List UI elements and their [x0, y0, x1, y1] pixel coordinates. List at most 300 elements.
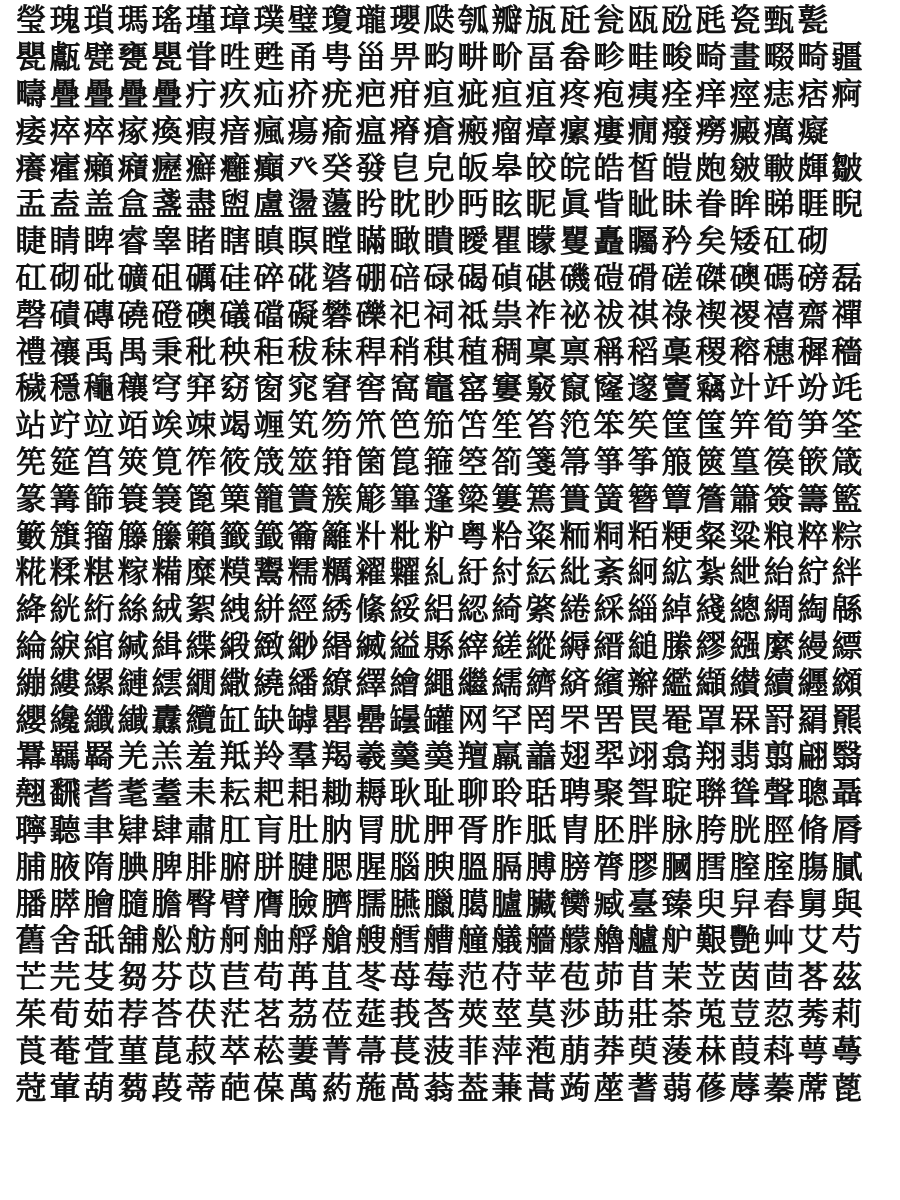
glyph-character: 籐 — [117, 518, 149, 555]
glyph-character: 皖 — [559, 150, 591, 187]
glyph-character: 繿 — [661, 665, 693, 702]
glyph-character: 禊 — [695, 297, 727, 334]
glyph-character: 畊 — [457, 40, 489, 77]
glyph-character: 膀 — [559, 849, 591, 886]
glyph-character: 莠 — [797, 996, 829, 1033]
glyph-character: 紮 — [695, 555, 727, 592]
glyph-character: 磬 — [15, 297, 47, 334]
glyph-character: 纃 — [525, 665, 557, 702]
glyph-character: 癰 — [219, 150, 251, 187]
glyph-character: 粲 — [695, 518, 727, 555]
glyph-character: 罌 — [321, 702, 353, 739]
glyph-character: 瞶 — [423, 224, 455, 261]
glyph-character: 矇 — [525, 224, 557, 261]
glyph-character: 譱 — [525, 739, 557, 776]
glyph-character: 癪 — [117, 150, 149, 187]
glyph-character: 絣 — [253, 592, 285, 629]
glyph-character: 硴 — [287, 260, 319, 297]
glyph-character: 皙 — [627, 150, 659, 187]
glyph-character: 筵 — [49, 444, 81, 481]
glyph-character: 秣 — [321, 334, 353, 371]
glyph-row — [14, 187, 894, 224]
glyph-character: 萼 — [797, 1033, 829, 1070]
glyph-character: 苴 — [321, 960, 353, 997]
glyph-character: 禺 — [117, 334, 149, 371]
glyph-character: 縡 — [457, 628, 489, 665]
glyph-character: 膾 — [83, 886, 115, 923]
glyph-character: 篩 — [83, 481, 115, 518]
glyph-character: 眸 — [729, 187, 761, 224]
glyph-character: 簔 — [151, 481, 183, 518]
glyph-character: 瘰 — [559, 113, 591, 150]
glyph-character: 綉 — [321, 592, 353, 629]
glyph-character: 舁 — [729, 886, 761, 923]
glyph-character: 箏 — [593, 444, 625, 481]
glyph-character: 砌 — [797, 224, 829, 261]
glyph-character: 緝 — [151, 628, 183, 665]
glyph-character: 癧 — [151, 150, 183, 187]
glyph-character: 瞠 — [321, 224, 353, 261]
glyph-character: 臉 — [287, 886, 319, 923]
glyph-character: 碚 — [389, 260, 421, 297]
glyph-character: 蒻 — [661, 1070, 693, 1107]
glyph-row — [14, 592, 894, 629]
glyph-character: 紆 — [457, 555, 489, 592]
glyph-character: 盒 — [117, 187, 149, 224]
glyph-character: 粳 — [661, 518, 693, 555]
glyph-character: 縣 — [423, 628, 455, 665]
glyph-character: 磆 — [627, 260, 659, 297]
glyph-character: 翹 — [15, 776, 47, 813]
glyph-character: 癶 — [287, 150, 319, 187]
glyph-character: 翦 — [763, 739, 795, 776]
glyph-character: 瞰 — [389, 224, 421, 261]
glyph-character: 縻 — [763, 628, 795, 665]
glyph-character: 甾 — [355, 40, 387, 77]
glyph-character: 菴 — [49, 1033, 81, 1070]
glyph-character: 緇 — [627, 592, 659, 629]
glyph-character: 臘 — [423, 886, 455, 923]
glyph-row — [14, 445, 894, 482]
glyph-character: 粽 — [831, 518, 863, 555]
glyph-character: 苟 — [253, 960, 285, 997]
glyph-character: 睿 — [117, 224, 149, 261]
glyph-character: 疣 — [321, 76, 353, 113]
glyph-character: 竊 — [695, 371, 727, 408]
glyph-character: 萬 — [287, 1070, 319, 1107]
glyph-character: 苒 — [287, 960, 319, 997]
glyph-character: 聽 — [49, 812, 81, 849]
glyph-character: 磔 — [695, 260, 727, 297]
glyph-character: 祀 — [389, 297, 421, 334]
glyph-character: 癲 — [253, 150, 285, 187]
glyph-row — [14, 40, 894, 77]
glyph-character: 禳 — [49, 334, 81, 371]
glyph-character: 稍 — [389, 334, 421, 371]
glyph-character: 罅 — [287, 702, 319, 739]
glyph-character: 祠 — [423, 297, 455, 334]
glyph-character: 繆 — [695, 628, 727, 665]
glyph-character: 筝 — [627, 444, 659, 481]
glyph-character: 糯 — [287, 555, 319, 592]
glyph-character: 疸 — [423, 76, 455, 113]
glyph-character: 紕 — [559, 555, 591, 592]
glyph-character: 蘯 — [321, 187, 353, 224]
glyph-character: 膩 — [831, 849, 863, 886]
glyph-character: 睥 — [83, 224, 115, 261]
glyph-character: 腆 — [117, 849, 149, 886]
glyph-character: 纖 — [83, 702, 115, 739]
glyph-character: 竭 — [219, 408, 251, 445]
glyph-character: 聆 — [491, 776, 523, 813]
glyph-character: 瘠 — [389, 113, 421, 150]
glyph-character: 臠 — [559, 886, 591, 923]
glyph-character: 笏 — [321, 408, 353, 445]
glyph-character: 稱 — [593, 334, 625, 371]
glyph-row — [14, 555, 894, 592]
glyph-character: 瓩 — [559, 3, 591, 40]
glyph-character: 皺 — [831, 150, 863, 187]
glyph-character: 耙 — [253, 776, 285, 813]
glyph-character: 罩 — [695, 702, 727, 739]
glyph-character: 睫 — [15, 224, 47, 261]
glyph-character: 篝 — [49, 481, 81, 518]
glyph-character: 笞 — [525, 408, 557, 445]
glyph-character: 磊 — [831, 260, 863, 297]
glyph-character: 籥 — [287, 518, 319, 555]
glyph-character: 笆 — [389, 408, 421, 445]
glyph-character: 筴 — [117, 444, 149, 481]
glyph-character: 繪 — [389, 665, 421, 702]
glyph-character: 絽 — [423, 592, 455, 629]
glyph-character: 穰 — [117, 371, 149, 408]
glyph-character: 莵 — [695, 996, 727, 1033]
glyph-character: 艢 — [525, 923, 557, 960]
glyph-character: 癘 — [763, 113, 795, 150]
glyph-character: 艨 — [559, 923, 591, 960]
glyph-character: 疝 — [253, 76, 285, 113]
glyph-character: 膰 — [15, 886, 47, 923]
glyph-character: 痊 — [661, 76, 693, 113]
glyph-character: 蔆 — [661, 1033, 693, 1070]
glyph-character: 荅 — [151, 996, 183, 1033]
glyph-character: 瑩 — [15, 3, 47, 40]
glyph-character: 禝 — [729, 297, 761, 334]
glyph-character: 畇 — [423, 40, 455, 77]
glyph-character: 籖 — [253, 518, 285, 555]
glyph-character: 稾 — [661, 334, 693, 371]
glyph-character: 糲 — [321, 555, 353, 592]
glyph-character: 皸 — [763, 150, 795, 187]
glyph-character: 痾 — [831, 76, 863, 113]
glyph-character: 罘 — [559, 702, 591, 739]
glyph-character: 羂 — [797, 702, 829, 739]
glyph-character: 矗 — [593, 224, 625, 261]
glyph-character: 蓆 — [797, 1070, 829, 1107]
glyph-character: 萪 — [763, 1033, 795, 1070]
glyph-character: 甞 — [185, 40, 217, 77]
glyph-character: 舖 — [117, 923, 149, 960]
glyph-character: 苙 — [695, 960, 727, 997]
glyph-character: 箙 — [661, 444, 693, 481]
glyph-character: 萃 — [219, 1033, 251, 1070]
glyph-character: 茲 — [831, 960, 863, 997]
glyph-character: 窗 — [253, 371, 285, 408]
glyph-character: 腦 — [389, 849, 421, 886]
glyph-character: 肅 — [185, 812, 217, 849]
glyph-character: 纓 — [15, 702, 47, 739]
glyph-character: 眛 — [661, 187, 693, 224]
glyph-character: 葫 — [83, 1070, 115, 1107]
glyph-character: 翕 — [661, 739, 693, 776]
glyph-character: 秧 — [219, 334, 251, 371]
glyph-character: 碵 — [491, 260, 523, 297]
glyph-character: 舸 — [219, 923, 251, 960]
glyph-character: 祗 — [457, 297, 489, 334]
glyph-character: 繖 — [219, 665, 251, 702]
glyph-character: 磧 — [49, 297, 81, 334]
glyph-character: 罔 — [525, 702, 557, 739]
glyph-character: 磽 — [117, 297, 149, 334]
glyph-character: 繧 — [151, 665, 183, 702]
glyph-row — [14, 518, 894, 555]
glyph-character: 膤 — [695, 849, 727, 886]
glyph-character: 羯 — [321, 739, 353, 776]
glyph-character: 莢 — [457, 996, 489, 1033]
glyph-character: 秉 — [151, 334, 183, 371]
glyph-character: 疸 — [491, 76, 523, 113]
glyph-character: 碼 — [763, 260, 795, 297]
glyph-character: 籘 — [151, 518, 183, 555]
glyph-character: 硅 — [219, 260, 251, 297]
glyph-character: 艤 — [491, 923, 523, 960]
glyph-character: 邃 — [627, 371, 659, 408]
glyph-character: 瞑 — [287, 224, 319, 261]
glyph-row — [14, 665, 894, 702]
glyph-character: 耘 — [219, 776, 251, 813]
glyph-character: 窰 — [457, 371, 489, 408]
glyph-character: 紵 — [797, 555, 829, 592]
glyph-character: 芻 — [117, 960, 149, 997]
glyph-character: 耒 — [185, 776, 217, 813]
glyph-character: 篁 — [729, 444, 761, 481]
glyph-character: 萠 — [559, 1033, 591, 1070]
glyph-character: 耜 — [287, 776, 319, 813]
glyph-character: 笘 — [457, 408, 489, 445]
glyph-character: 瘢 — [457, 113, 489, 150]
glyph-character: 粃 — [389, 518, 421, 555]
glyph-character: 艸 — [763, 923, 795, 960]
glyph-character: 緲 — [287, 628, 319, 665]
glyph-character: 笊 — [355, 408, 387, 445]
glyph-character: 粱 — [729, 518, 761, 555]
glyph-character: 畫 — [729, 40, 761, 77]
glyph-character: 瘃 — [117, 113, 149, 150]
glyph-character: 盂 — [15, 187, 47, 224]
glyph-character: 臾 — [695, 886, 727, 923]
glyph-character: 疼 — [559, 76, 591, 113]
glyph-character: 艘 — [355, 923, 387, 960]
glyph-character: 肛 — [219, 812, 251, 849]
glyph-character: 綯 — [797, 592, 829, 629]
glyph-character: 蓙 — [593, 1070, 625, 1107]
glyph-character: 纐 — [831, 665, 863, 702]
glyph-character: 皹 — [797, 150, 829, 187]
glyph-character: 膠 — [627, 849, 659, 886]
glyph-character: 碪 — [525, 260, 557, 297]
glyph-character: 耋 — [151, 776, 183, 813]
glyph-character: 艾 — [797, 923, 829, 960]
glyph-character: 礇 — [729, 260, 761, 297]
glyph-character: 疳 — [389, 76, 421, 113]
glyph-character: 甬 — [287, 40, 319, 77]
glyph-character: 膃 — [457, 849, 489, 886]
glyph-character: 聊 — [457, 776, 489, 813]
glyph-character: 葹 — [355, 1070, 387, 1107]
glyph-character: 瑤 — [151, 3, 183, 40]
glyph-character: 稘 — [423, 334, 455, 371]
glyph-character: 紂 — [491, 555, 523, 592]
glyph-character: 瘁 — [83, 113, 115, 150]
glyph-character: 膓 — [797, 849, 829, 886]
glyph-character: 竚 — [49, 408, 81, 445]
glyph-character: 砌 — [49, 260, 81, 297]
glyph-character: 莊 — [627, 996, 659, 1033]
glyph-character: 癈 — [661, 113, 693, 150]
glyph-character: 發 — [355, 150, 387, 187]
glyph-character: 聹 — [15, 812, 47, 849]
glyph-character: 糺 — [423, 555, 455, 592]
glyph-character: 瞹 — [457, 224, 489, 261]
glyph-character: 祺 — [627, 297, 659, 334]
glyph-character: 籤 — [219, 518, 251, 555]
glyph-character: 絳 — [15, 592, 47, 629]
glyph-character: 磴 — [151, 297, 183, 334]
glyph-character: 稠 — [491, 334, 523, 371]
glyph-character: 瓔 — [389, 3, 421, 40]
glyph-character: 瘖 — [219, 113, 251, 150]
glyph-character: 矣 — [695, 224, 727, 261]
glyph-character: 瓷 — [729, 3, 761, 40]
glyph-character: 笶 — [627, 408, 659, 445]
glyph-character: 菷 — [355, 1033, 387, 1070]
glyph-character: 縹 — [831, 628, 863, 665]
glyph-character: 竰 — [253, 408, 285, 445]
glyph-character: 冐 — [355, 812, 387, 849]
glyph-character: 瓱 — [695, 3, 727, 40]
glyph-character: 癆 — [695, 113, 727, 150]
glyph-character: 矜 — [661, 224, 693, 261]
glyph-character: 祚 — [525, 297, 557, 334]
glyph-character: 蓚 — [695, 1070, 727, 1107]
glyph-character: 綮 — [525, 592, 557, 629]
glyph-character: 篶 — [525, 481, 557, 518]
glyph-character: 茗 — [253, 996, 285, 1033]
glyph-character: 羆 — [831, 702, 863, 739]
glyph-character: 苡 — [185, 960, 217, 997]
glyph-character: 癨 — [49, 150, 81, 187]
glyph-character: 纒 — [797, 665, 829, 702]
glyph-row — [14, 408, 894, 445]
glyph-character: 瘟 — [355, 113, 387, 150]
glyph-character: 瓏 — [355, 3, 387, 40]
glyph-character: 甖 — [15, 40, 47, 77]
glyph-character: 瘋 — [253, 113, 285, 150]
glyph-character: 繼 — [457, 665, 489, 702]
glyph-character: 綽 — [661, 592, 693, 629]
glyph-character: 紊 — [593, 555, 625, 592]
glyph-character: 磯 — [559, 260, 591, 297]
glyph-character: 縲 — [83, 665, 115, 702]
glyph-character: 秬 — [253, 334, 285, 371]
glyph-character: 簷 — [695, 481, 727, 518]
glyph-character: 臍 — [321, 886, 353, 923]
glyph-character: 纜 — [185, 702, 217, 739]
glyph-character: 葆 — [253, 1070, 285, 1107]
glyph-character: 甄 — [763, 3, 795, 40]
glyph-character: 糂 — [83, 555, 115, 592]
glyph-character: 穹 — [151, 371, 183, 408]
glyph-character: 羚 — [253, 739, 285, 776]
glyph-character: 粭 — [491, 518, 523, 555]
glyph-character: 艀 — [287, 923, 319, 960]
glyph-character: 茖 — [797, 960, 829, 997]
glyph-character: 莨 — [15, 1033, 47, 1070]
glyph-character: 聳 — [729, 776, 761, 813]
glyph-character: 痍 — [627, 76, 659, 113]
glyph-character: 膕 — [661, 849, 693, 886]
glyph-character: 篳 — [389, 481, 421, 518]
glyph-character: 筰 — [185, 444, 217, 481]
glyph-character: 翔 — [695, 739, 727, 776]
glyph-character: 紲 — [729, 555, 761, 592]
glyph-character: 疱 — [593, 76, 625, 113]
glyph-character: 穃 — [729, 334, 761, 371]
glyph-row — [14, 849, 894, 886]
glyph-character: 羝 — [219, 739, 251, 776]
glyph-character: 皀 — [389, 150, 421, 187]
glyph-character: 蓐 — [729, 1070, 761, 1107]
glyph-character: 筍 — [763, 408, 795, 445]
glyph-character: 臑 — [355, 886, 387, 923]
glyph-character: 糜 — [185, 555, 217, 592]
glyph-character: 皚 — [661, 150, 693, 187]
glyph-character: 罨 — [661, 702, 693, 739]
glyph-character: 縷 — [49, 665, 81, 702]
glyph-character: 糴 — [355, 555, 387, 592]
glyph-character: 艙 — [321, 923, 353, 960]
glyph-character: 癡 — [797, 113, 829, 150]
glyph-character: 聚 — [593, 776, 625, 813]
glyph-character: 茘 — [287, 996, 319, 1033]
glyph-character: 糢 — [219, 555, 251, 592]
glyph-character: 苳 — [355, 960, 387, 997]
glyph-character: 纈 — [695, 665, 727, 702]
glyph-character: 粐 — [423, 518, 455, 555]
glyph-character: 籟 — [185, 518, 217, 555]
glyph-character: 羌 — [117, 739, 149, 776]
glyph-character: 絛 — [355, 592, 387, 629]
glyph-character: 艷 — [729, 923, 761, 960]
glyph-character: 缸 — [219, 702, 251, 739]
glyph-character: 肬 — [389, 812, 421, 849]
glyph-character: 箴 — [831, 444, 863, 481]
glyph-row — [14, 3, 894, 40]
glyph-character: 疆 — [831, 40, 863, 77]
glyph-character: 甏 — [797, 3, 829, 40]
glyph-character: 苣 — [219, 960, 251, 997]
glyph-character: 瘕 — [185, 113, 217, 150]
